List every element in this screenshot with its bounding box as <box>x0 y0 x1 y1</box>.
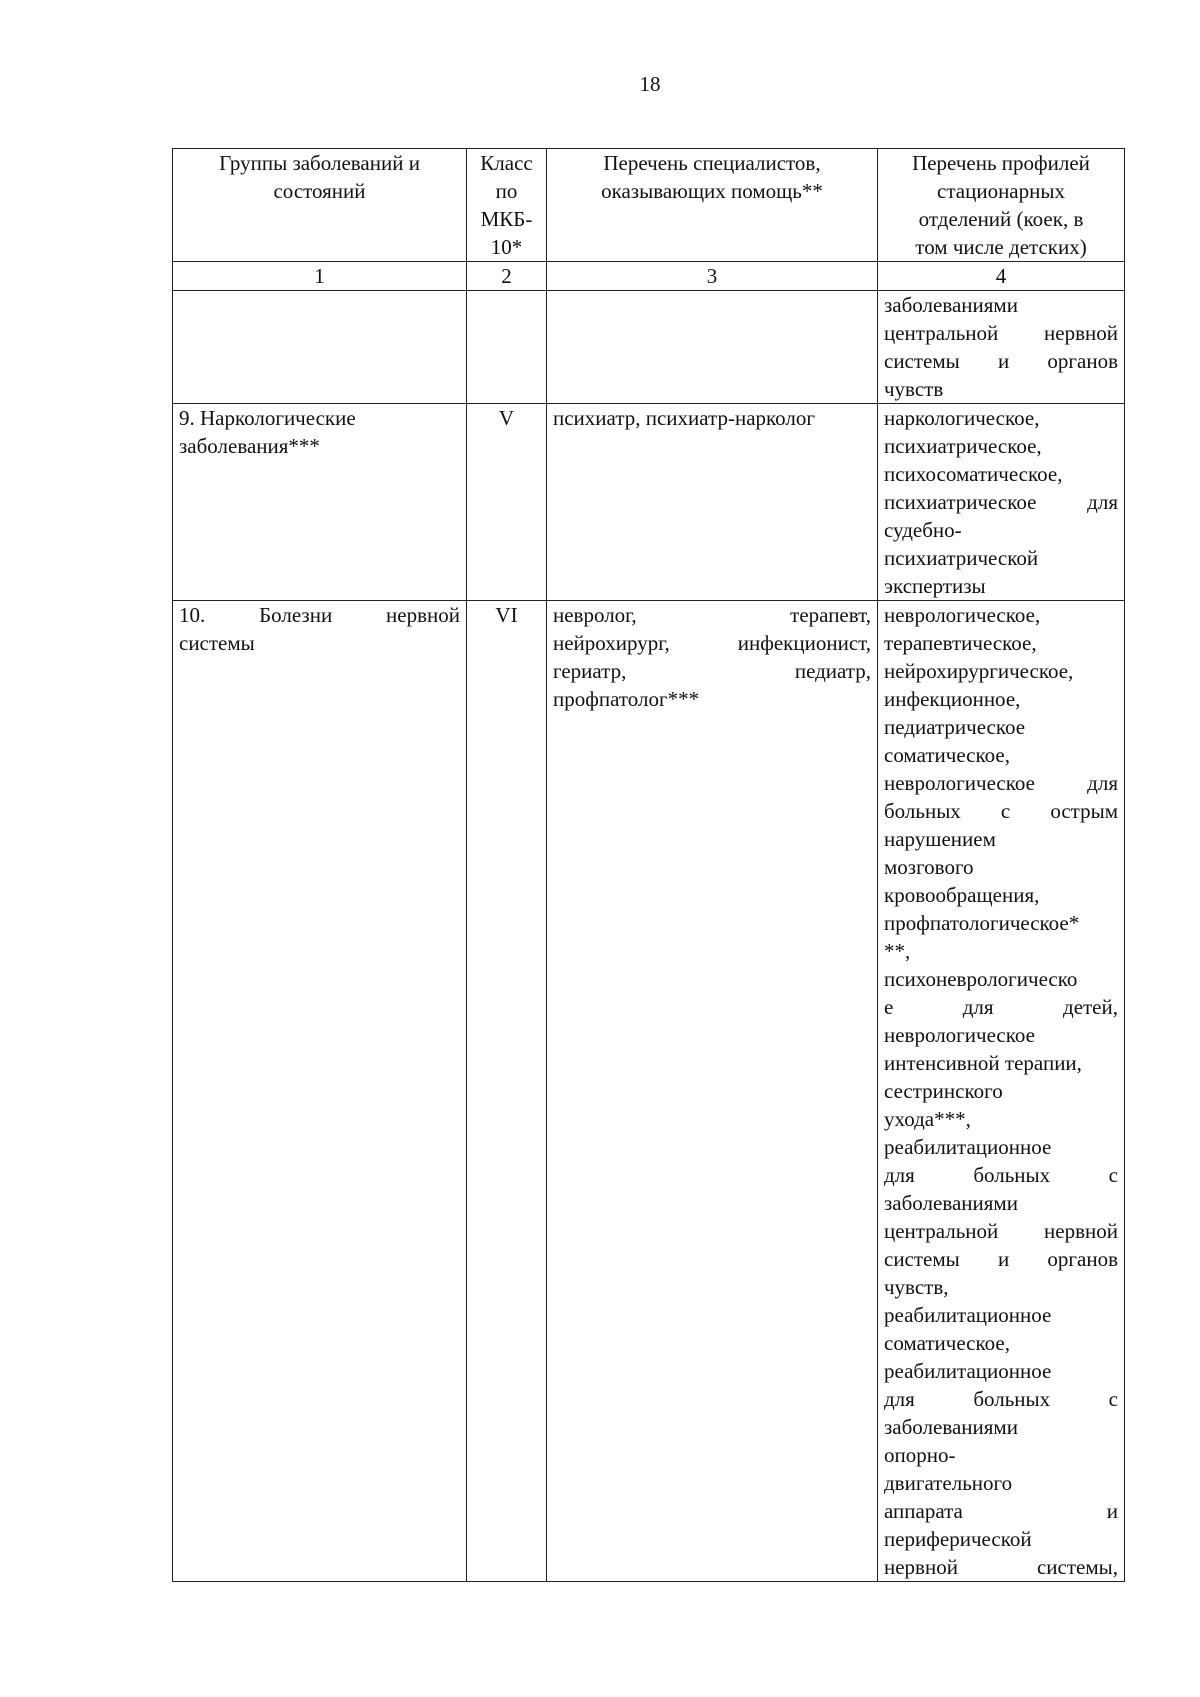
table-row-continuation <box>173 291 1125 404</box>
icd-class-cell: VI <box>467 601 547 1582</box>
header-line: по <box>495 179 518 203</box>
column-number: 3 <box>547 262 878 291</box>
specialist-line: нейрохирург, инфекционист, <box>553 631 871 655</box>
group-line: заболевания*** <box>179 434 320 458</box>
header-line: Класс <box>480 151 533 175</box>
group-cell <box>173 601 467 1582</box>
profile-line: мозгового <box>884 855 974 879</box>
specialists-cell <box>547 601 878 1582</box>
profile-line: заболеваниями <box>884 1191 1018 1215</box>
header-line: том числе детских) <box>915 235 1087 259</box>
header-line: Перечень специалистов, <box>603 151 821 175</box>
profile-line: системы и органов <box>884 349 1118 373</box>
profile-line: реабилитационное <box>884 1135 1052 1159</box>
header-line: Группы заболеваний и <box>219 151 420 175</box>
header-line: МКБ- <box>480 207 533 231</box>
profile-line: центральной нервной <box>884 1219 1118 1243</box>
group-line: 9. Наркологические <box>179 406 356 430</box>
profile-line: психоневрологическо <box>884 967 1078 991</box>
specialist-line: невролог, терапевт, <box>553 603 871 627</box>
profile-line: нервной системы, <box>884 1555 1118 1579</box>
profile-line: системы и органов <box>884 1247 1118 1271</box>
profile-line: сестринского <box>884 1079 1003 1103</box>
header-line: оказывающих помощь** <box>601 179 823 203</box>
profile-line: центральной нервной <box>884 321 1118 345</box>
profiles-cell <box>878 291 1125 404</box>
profile-line: ухода***, <box>884 1107 971 1131</box>
profile-line: опорно- <box>884 1443 956 1467</box>
page-number: 18 <box>639 72 661 96</box>
table-header-row <box>173 149 1125 262</box>
profile-line: профпатологическое* <box>884 911 1080 935</box>
header-line: отделений (коек, в <box>918 207 1084 231</box>
table-row-9 <box>173 404 1125 601</box>
specialist-line: профпатолог*** <box>553 687 700 711</box>
profile-line: терапевтическое, <box>884 631 1037 655</box>
header-specialists <box>547 149 878 262</box>
table-row-10 <box>173 601 1125 1582</box>
profile-line: соматическое, <box>884 1331 1010 1355</box>
profile-line: неврологическое для <box>884 771 1118 795</box>
profile-line: кровообращения, <box>884 883 1040 907</box>
profile-line: нейрохирургическое, <box>884 659 1074 683</box>
profile-line: соматическое, <box>884 743 1010 767</box>
specialists-profiles-table <box>172 148 1125 1582</box>
profile-line: педиатрическое <box>884 715 1026 739</box>
profile-line: неврологическое, <box>884 603 1041 627</box>
profile-line: интенсивной терапии, <box>884 1051 1082 1075</box>
header-icd-class <box>467 149 547 262</box>
profile-line: аппарата и <box>884 1499 1118 1523</box>
specialists-cell <box>547 404 878 601</box>
column-number: 1 <box>173 262 467 291</box>
specialist-line: гериатр, педиатр, <box>553 659 871 683</box>
header-line: Перечень профилей <box>912 151 1090 175</box>
profile-line: заболеваниями <box>884 293 1018 317</box>
column-number: 4 <box>878 262 1125 291</box>
profile-line: судебно- <box>884 518 962 542</box>
group-cell <box>173 291 467 404</box>
profile-line: больных с острым <box>884 799 1118 823</box>
profile-line: реабилитационное <box>884 1303 1052 1327</box>
profile-line: реабилитационное <box>884 1359 1052 1383</box>
profile-line: для больных с <box>884 1163 1118 1187</box>
profile-line: для больных с <box>884 1387 1118 1411</box>
group-line: 10. Болезни нервной <box>179 603 460 627</box>
profile-line: экспертизы <box>884 574 986 598</box>
profile-line: наркологическое, <box>884 406 1040 430</box>
icd-class-cell: V <box>467 404 547 601</box>
column-number: 2 <box>467 262 547 291</box>
group-cell <box>173 404 467 601</box>
profile-line: психиатрическое для <box>884 490 1118 514</box>
header-line: 10* <box>490 235 523 259</box>
profile-line: периферической <box>884 1527 1032 1551</box>
profile-line: нарушением <box>884 827 996 851</box>
icd-class-cell <box>467 291 547 404</box>
profile-line: заболеваниями <box>884 1415 1018 1439</box>
profile-line: чувств <box>884 377 944 401</box>
profile-line: двигательного <box>884 1471 1013 1495</box>
profile-line: е для детей, <box>884 995 1118 1019</box>
profile-line: психиатрическое, <box>884 434 1042 458</box>
profiles-cell <box>878 601 1125 1582</box>
specialist-line: психиатр, психиатр-нарколог <box>553 406 815 430</box>
profile-line: неврологическое <box>884 1023 1035 1047</box>
header-line: стационарных <box>937 179 1065 203</box>
group-line: системы <box>179 631 255 655</box>
profile-line: чувств, <box>884 1275 949 1299</box>
specialists-cell <box>547 291 878 404</box>
header-inpatient-profiles <box>878 149 1125 262</box>
profile-line: инфекционное, <box>884 687 1021 711</box>
profile-line: психиатрической <box>884 546 1039 570</box>
header-disease-groups <box>173 149 467 262</box>
column-number-row <box>173 262 1125 291</box>
header-line: состояний <box>273 179 366 203</box>
profile-line: **, <box>884 939 911 963</box>
profiles-cell <box>878 404 1125 601</box>
profile-line: психосоматическое, <box>884 462 1063 486</box>
